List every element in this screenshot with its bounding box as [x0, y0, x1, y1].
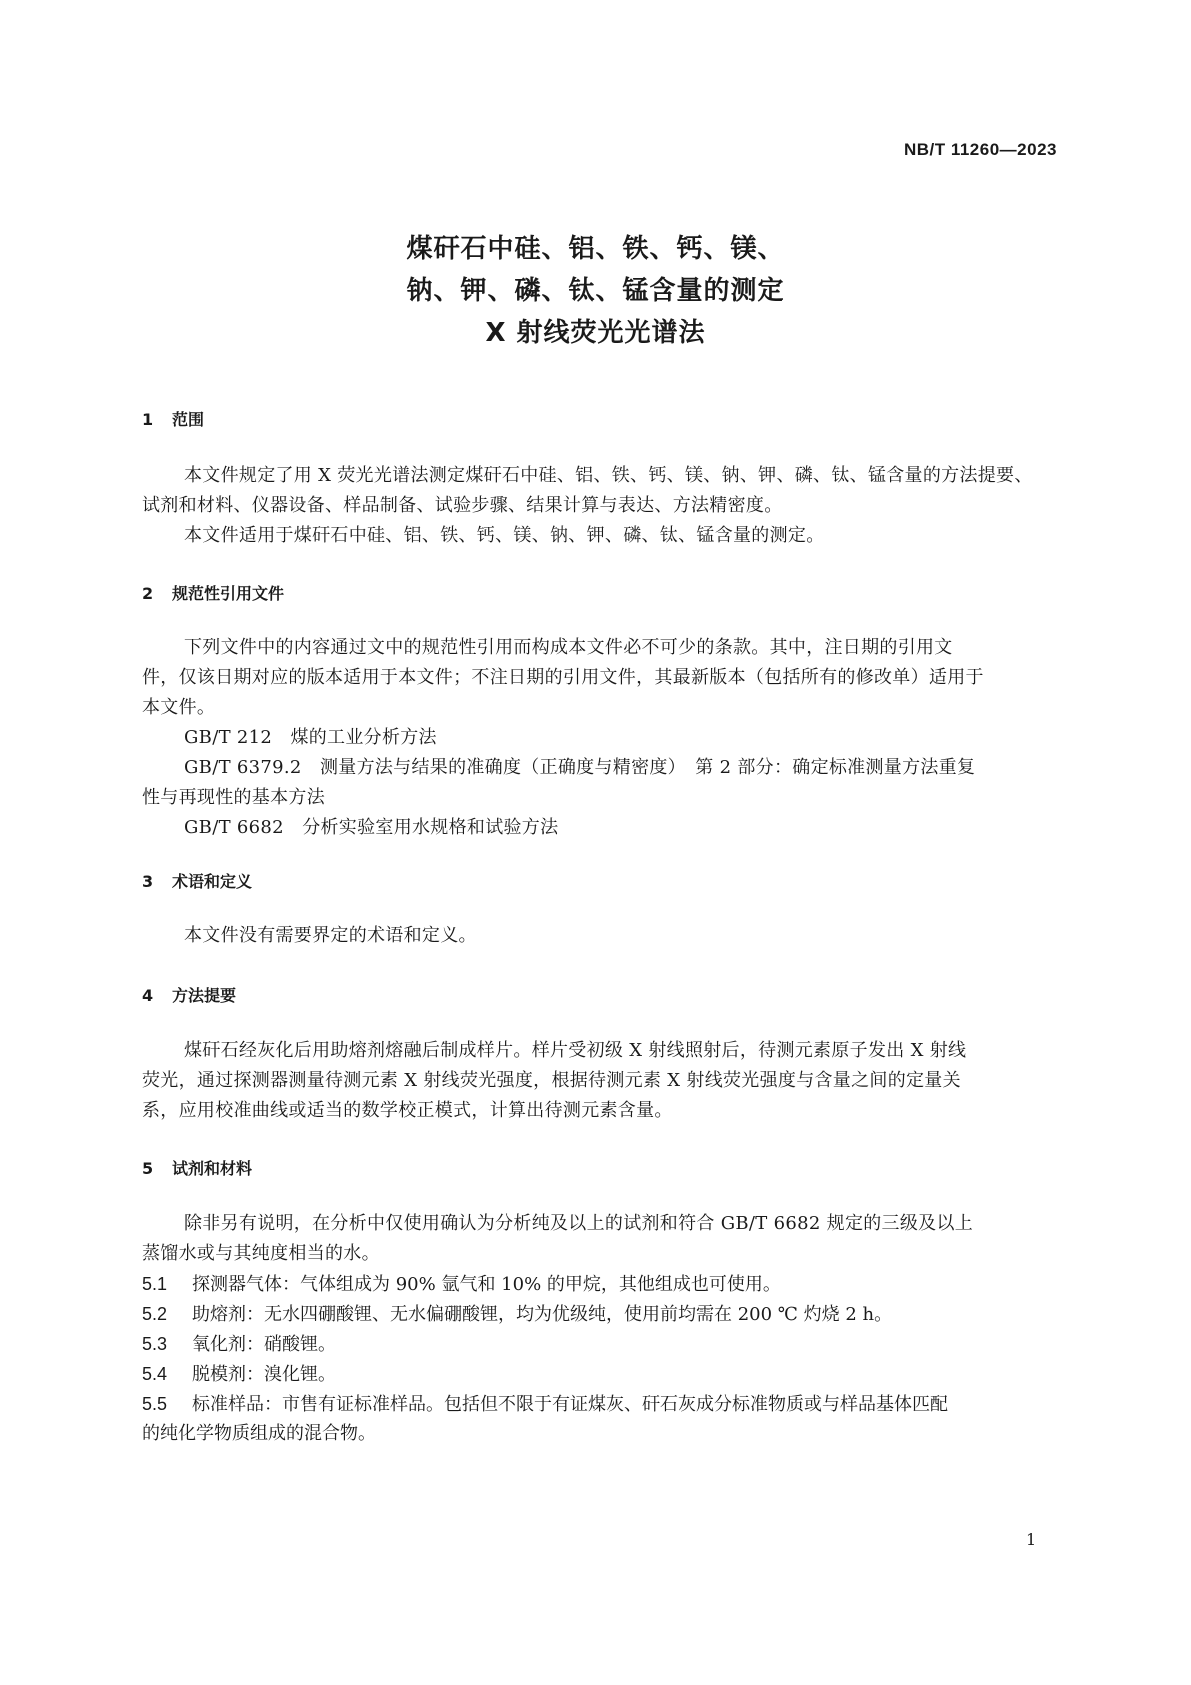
section-number: 2	[142, 584, 154, 603]
section-title: 范围	[172, 410, 205, 429]
item-number: 5.5	[142, 1394, 168, 1414]
text-line: 除非另有说明，在分析中仅使用确认为分析纯及以上的试剂和符合 GB/T 6682 规定的三级及以上	[184, 1213, 974, 1234]
text-line: 件，仅该日期对应的版本适用于本文件；不注日期的引用文件，其最新版本（包括所有的修改单）适用于	[142, 667, 984, 688]
section-2-heading	[142, 581, 284, 604]
section-title: 方法提要	[172, 986, 237, 1005]
section-number: 3	[142, 872, 154, 891]
list-item-5-5-continued	[142, 1419, 1060, 1449]
text-line: 煤矸石经灰化后用助熔剂熔融后制成样片。样片受初级 X 射线照射后，待测元素原子发出 X 射线	[184, 1040, 967, 1061]
item-text: 探测器气体：气体组成为 90% 氩气和 10% 的甲烷，其他组成也可使用。	[192, 1274, 781, 1295]
standard-number: NB/T 11260—2023	[903, 140, 1057, 159]
text-line: 本文件规定了用 X 荧光光谱法测定煤矸石中硅、铝、铁、钙、镁、钠、钾、磷、钛、锰含量的方法提要、	[184, 465, 1033, 486]
normative-reference: GB/T 212 煤的工业分析方法	[184, 727, 437, 748]
item-text: 助熔剂：无水四硼酸锂、无水偏硼酸锂，均为优级纯，使用前均需在 200 ℃ 灼烧 2 h。	[192, 1304, 893, 1325]
section-number: 5	[142, 1159, 154, 1178]
section-number: 4	[142, 986, 154, 1005]
section-number: 1	[142, 410, 154, 429]
document-title-line-1: 煤矸石中硅、铝、铁、钙、镁、	[406, 234, 785, 264]
text-line: 性与再现性的基本方法	[142, 787, 325, 808]
list-item-5-2	[142, 1299, 1060, 1330]
item-text: 氧化剂：硝酸锂。	[192, 1334, 336, 1355]
list-item-5-1	[142, 1269, 1060, 1300]
section-title: 试剂和材料	[172, 1159, 253, 1178]
page-number: 1	[1026, 1530, 1037, 1549]
item-number: 5.1	[142, 1274, 168, 1294]
item-text: 标准样品：市售有证标准样品。包括但不限于有证煤灰、矸石灰成分标准物质或与样品基体匹配	[192, 1394, 948, 1415]
list-item-5-5	[142, 1389, 1060, 1420]
section-3-paragraph	[142, 921, 1060, 951]
list-item-5-4	[142, 1359, 1060, 1390]
text-line: 下列文件中的内容通过文中的规范性引用而构成本文件必不可少的条款。其中，注日期的引用文	[184, 637, 953, 658]
section-title: 术语和定义	[172, 872, 253, 891]
section-1-heading	[142, 407, 204, 430]
item-text: 脱模剂：溴化锂。	[192, 1364, 336, 1385]
item-number: 5.4	[142, 1364, 168, 1384]
section-5-heading	[142, 1156, 252, 1179]
section-4-heading	[142, 983, 236, 1006]
text-line: 本文件适用于煤矸石中硅、铝、铁、钙、镁、钠、钾、磷、钛、锰含量的测定。	[184, 525, 825, 546]
section-1-paragraph	[142, 461, 1060, 551]
text-line: 本文件没有需要界定的术语和定义。	[184, 925, 477, 946]
document-title-line-3: X 射线荧光光谱法	[485, 318, 706, 348]
section-3-heading	[142, 869, 252, 892]
section-5-paragraph	[142, 1209, 1060, 1269]
item-number: 5.3	[142, 1334, 168, 1354]
text-line: 系，应用校准曲线或适当的数学校正模式，计算出待测元素含量。	[142, 1100, 673, 1121]
section-2-paragraph	[142, 633, 1060, 843]
list-item-5-3	[142, 1329, 1060, 1360]
item-number: 5.2	[142, 1304, 168, 1324]
section-4-paragraph	[142, 1036, 1060, 1126]
item-text: 的纯化学物质组成的混合物。	[142, 1423, 376, 1444]
document-title-line-2: 钠、钾、磷、钛、锰含量的测定	[406, 276, 785, 306]
section-title: 规范性引用文件	[172, 584, 285, 603]
text-line: 荧光，通过探测器测量待测元素 X 射线荧光强度，根据待测元素 X 射线荧光强度与含量之间的定量关	[142, 1070, 961, 1091]
normative-reference: GB/T 6379.2 测量方法与结果的准确度（正确度与精密度） 第 2 部分：确定标准测量方法重复	[184, 757, 976, 778]
text-line: 试剂和材料、仪器设备、样品制备、试验步骤、结果计算与表达、方法精密度。	[142, 495, 783, 516]
normative-reference: GB/T 6682 分析实验室用水规格和试验方法	[184, 817, 559, 838]
text-line: 本文件。	[142, 697, 216, 718]
text-line: 蒸馏水或与其纯度相当的水。	[142, 1243, 380, 1264]
